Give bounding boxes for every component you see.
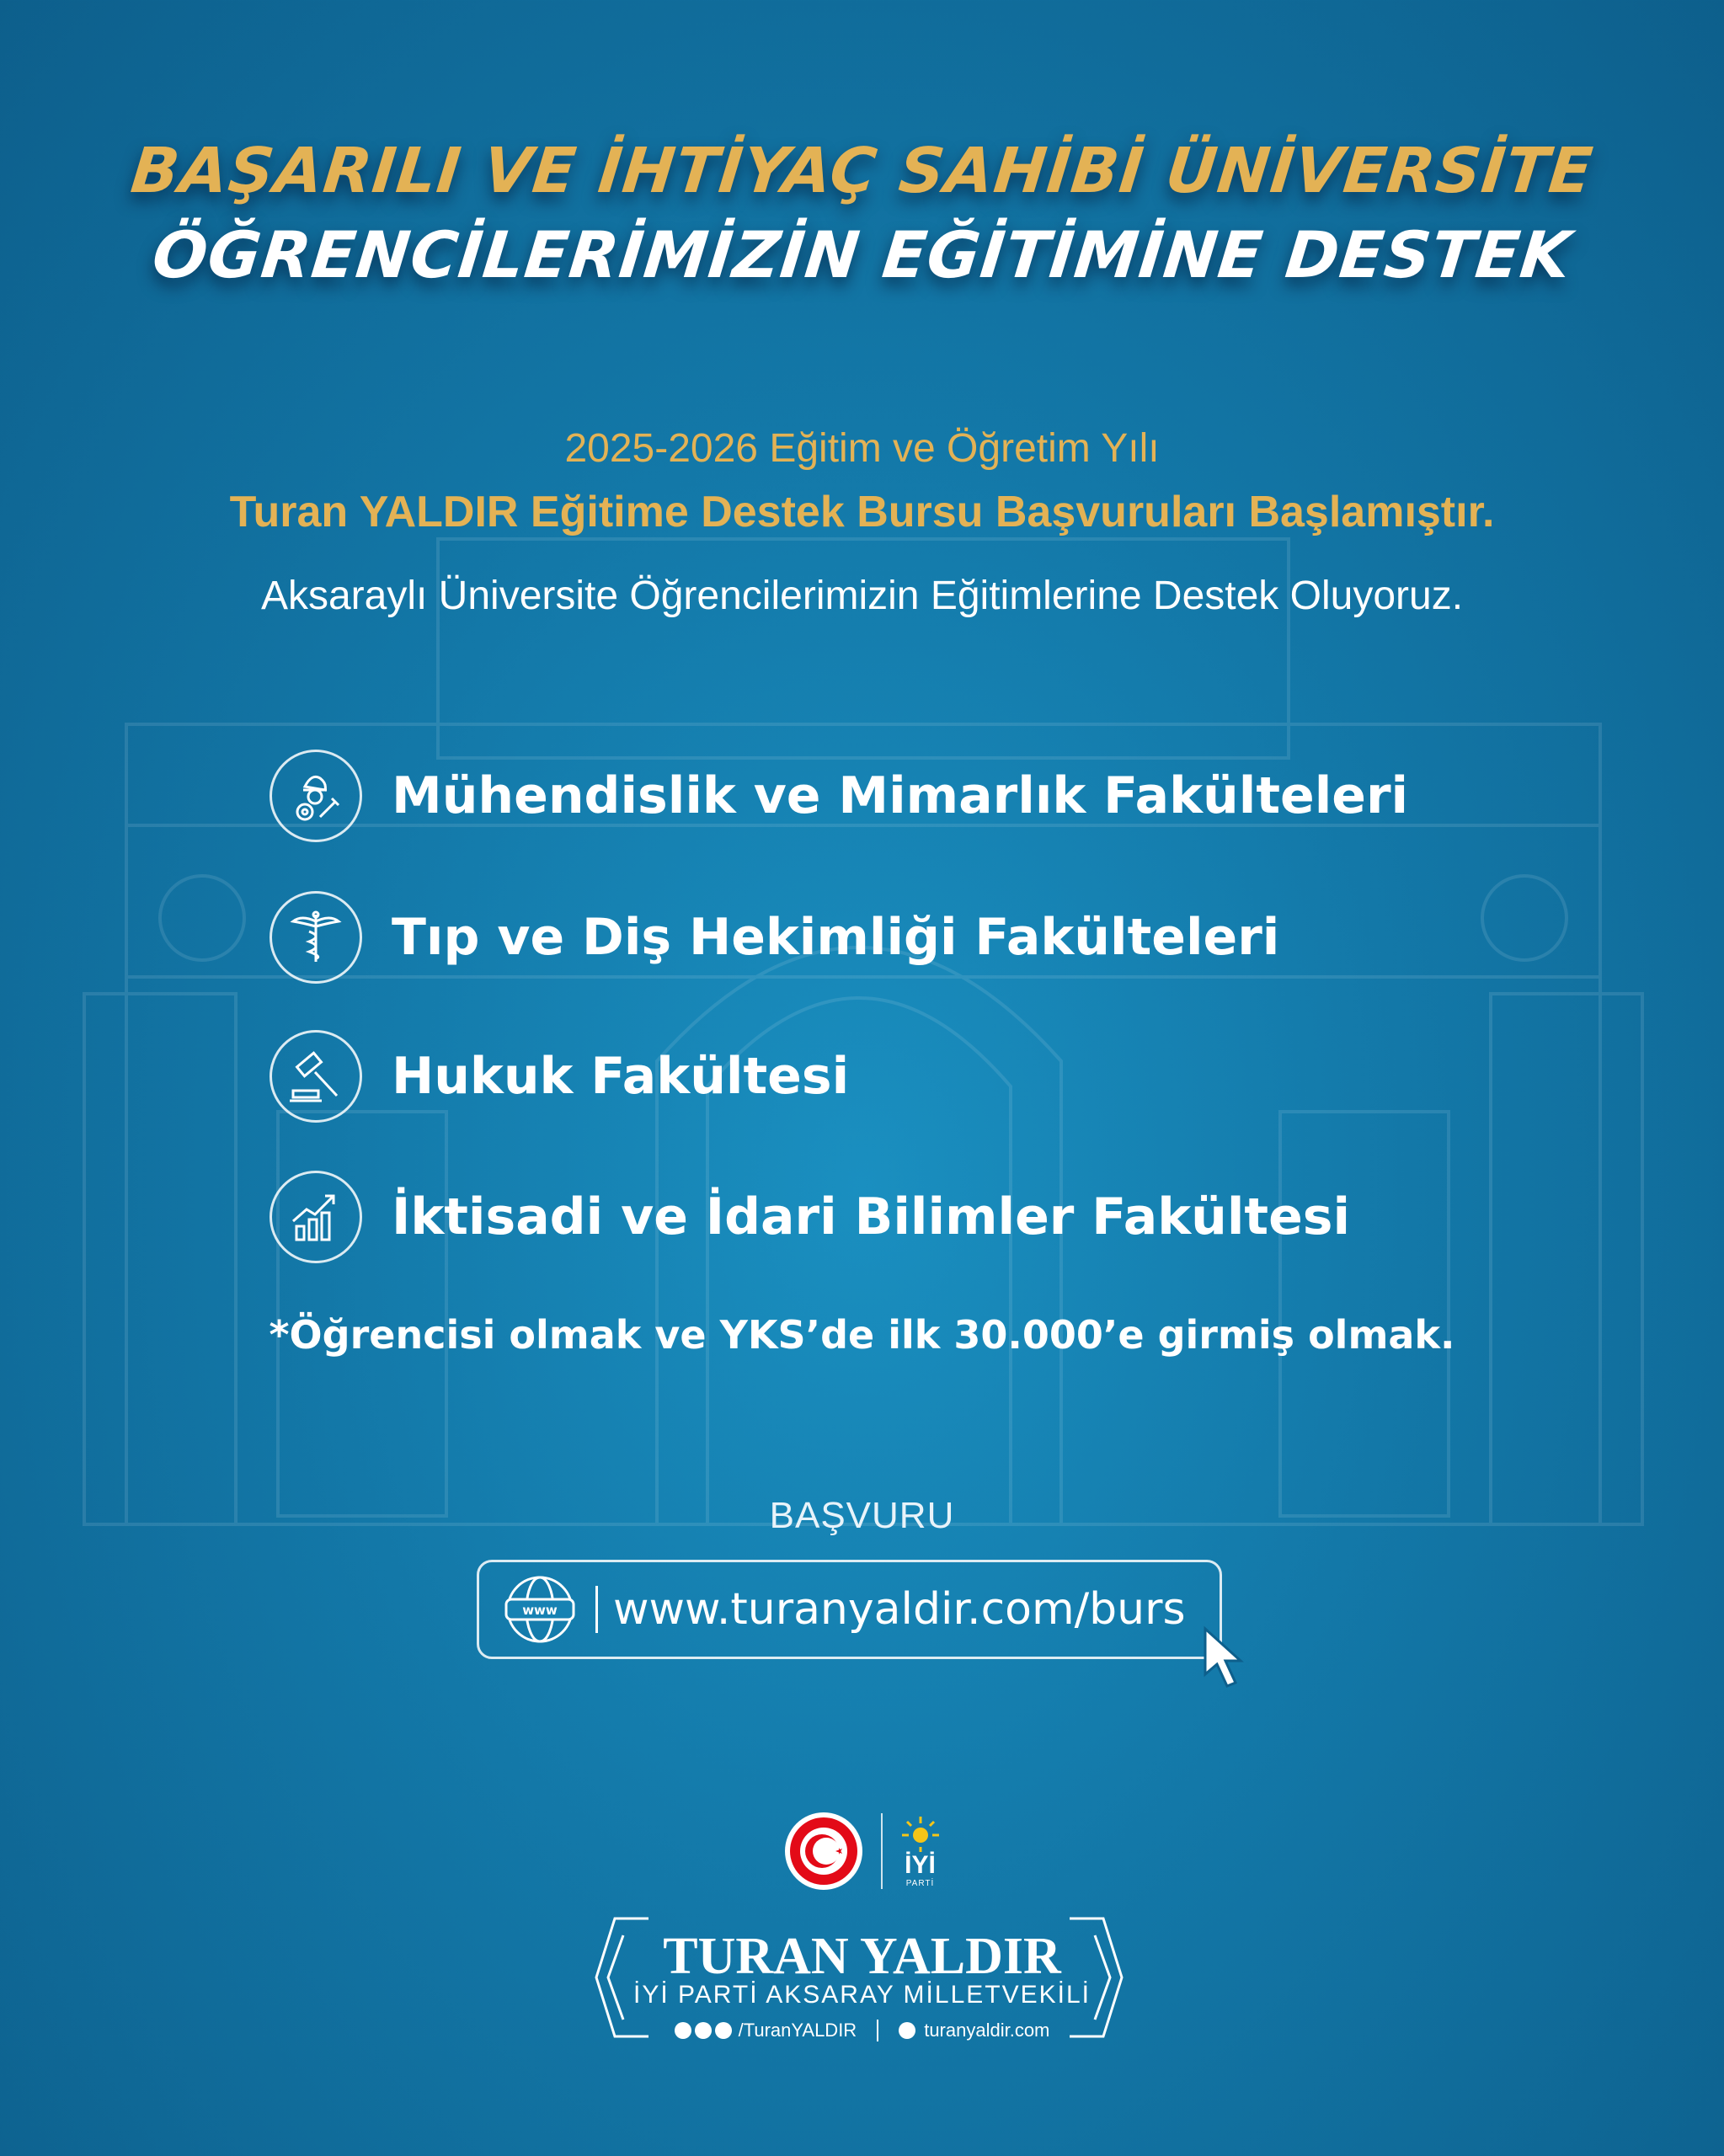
politician-name: TURAN YALDIR — [663, 1928, 1061, 1985]
eligibility-note: *Öğrencisi olmak ve YKS’de ilk 30.000’e girmiş olmak. — [269, 1312, 1455, 1358]
iyi-parti-logo — [899, 1815, 942, 1888]
faculty-item — [270, 887, 1279, 988]
gavel-icon — [270, 1030, 362, 1123]
website-link[interactable]: turanyaldir.com — [924, 2020, 1050, 2041]
faculty-item — [270, 1026, 849, 1127]
x-icon[interactable] — [715, 2022, 732, 2039]
sun-icon — [899, 1815, 942, 1852]
headline-line-2: ÖĞRENCİLERİMİZİN EĞİTİMİNE DESTEK — [149, 217, 1575, 292]
instagram-icon[interactable] — [675, 2022, 691, 2039]
tbmm-emblem-icon — [783, 1811, 864, 1892]
logo-row — [0, 1811, 1724, 1892]
caduceus-icon — [270, 891, 362, 984]
faculty-label: Tıp ve Diş Hekimliği Fakülteleri — [392, 908, 1280, 967]
academic-year: 2025-2026 Eğitim ve Öğretim Yılı — [564, 426, 1160, 471]
application-label: BAŞVURU — [769, 1495, 955, 1536]
url-divider — [595, 1586, 598, 1633]
engineer-gear-icon — [270, 750, 362, 842]
social-divider — [877, 2020, 878, 2041]
party-logo-subtext: PARTİ — [905, 1878, 935, 1888]
faculty-item — [270, 745, 1408, 846]
university-gate-background — [0, 472, 1724, 1533]
faculty-item — [270, 1166, 1350, 1267]
globe-icon — [899, 2022, 915, 2039]
logo-divider — [881, 1813, 883, 1889]
support-statement: Aksaraylı Üniversite Öğrencilerimizin Eğitimlerine Destek Oluyoruz. — [260, 574, 1464, 618]
scholarship-announcement: Turan YALDIR Eğitime Destek Bursu Başvuruları Başlamıştır. — [229, 488, 1495, 536]
faculty-label: Hukuk Fakültesi — [392, 1047, 850, 1106]
social-row — [0, 2020, 1724, 2041]
headline-line-1: BAŞARILI VE İHTİYAÇ SAHİBİ ÜNİVERSİTE — [127, 135, 1597, 207]
globe-www-icon — [498, 1567, 582, 1652]
application-url[interactable]: www.turanyaldir.com/burs — [613, 1584, 1186, 1635]
party-logo-text: İYİ — [905, 1850, 936, 1879]
mouse-pointer-icon — [1200, 1625, 1251, 1693]
faculty-label: İktisadi ve İdari Bilimler Fakültesi — [392, 1187, 1351, 1246]
application-url-button[interactable] — [477, 1560, 1222, 1659]
svg-text:www: www — [522, 1603, 558, 1618]
politician-title: İYİ PARTİ AKSARAY MİLLETVEKİLİ — [633, 1981, 1091, 2009]
social-handle[interactable]: /TuranYALDIR — [738, 2020, 857, 2041]
faculty-label: Mühendislik ve Mimarlık Fakülteleri — [392, 766, 1409, 825]
facebook-icon[interactable] — [695, 2022, 712, 2039]
growth-chart-icon — [270, 1171, 362, 1263]
